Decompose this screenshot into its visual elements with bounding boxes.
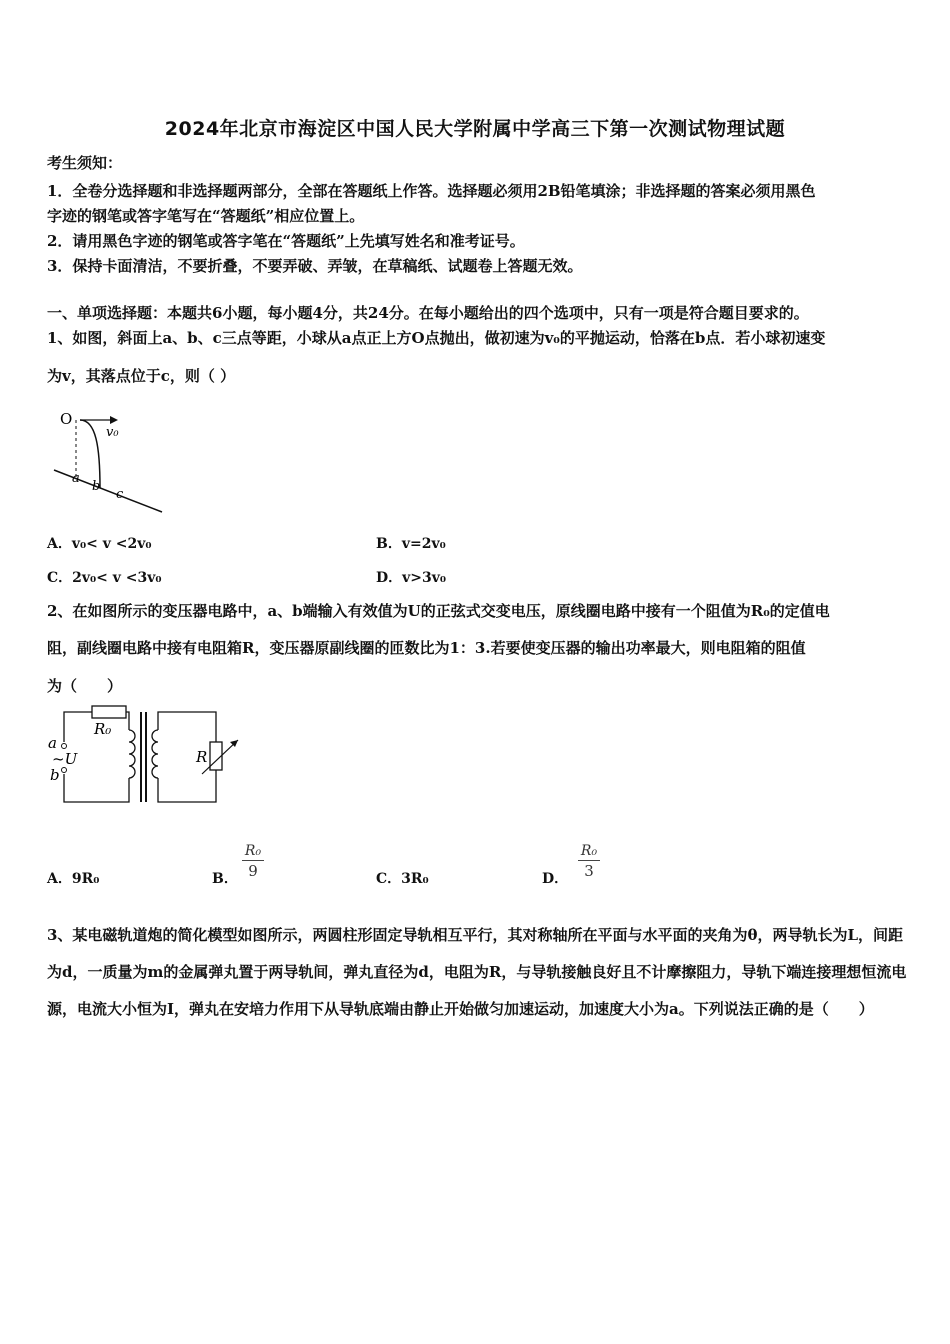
q2-label-r0: R₀ <box>94 720 112 738</box>
q1-option-c[interactable]: C．2v₀< v <3v₀ <box>47 570 162 586</box>
q1-label-a: a <box>72 471 80 486</box>
q1-label-v0: v₀ <box>106 425 119 440</box>
notice-item-2: 2．请用黑色字迹的钢笔或答字笔在“答题纸”上先填写姓名和准考证号。 <box>47 232 525 250</box>
q2-option-d-denominator: 3 <box>584 862 594 880</box>
q1-option-a[interactable]: A．v₀< v <2v₀ <box>47 536 152 552</box>
q2-stem-line1: 2、在如图所示的变压器电路中，a、b端输入有效值为U的正弦式交变电压，原线圈电路中接有一个阻值为R₀的定值电 <box>47 602 830 620</box>
q1-stem-line1: 1、如图，斜面上a、b、c三点等距，小球从a点正上方O点抛出，做初速为v₀的平抛运动，恰落在b点．若小球初速变 <box>47 329 826 347</box>
q2-option-b-numerator: R₀ <box>244 843 262 859</box>
fraction-bar <box>578 860 600 861</box>
q1-label-c: c <box>116 487 124 502</box>
notice-item-1: 1．全卷分选择题和非选择题两部分，全部在答题纸上作答。选择题必须用2B铅笔填涂；非选择题的答案必须用黑色 <box>47 182 816 200</box>
q2-transformer-circuit <box>44 702 248 806</box>
q2-option-d-fraction <box>578 843 600 880</box>
q2-label-u: ~U <box>52 750 78 768</box>
q1-option-b[interactable]: B．v=2v₀ <box>376 536 446 552</box>
q2-label-a: a <box>48 734 57 752</box>
q1-projectile-figure <box>50 402 170 520</box>
q3-stem: 3、某电磁轨道炮的简化模型如图所示，两圆柱形固定导轨相互平行，其对称轴所在平面与水平面的夹角为θ，两导轨长为L，间距为d，一质量为m的金属弹丸置于两导轨间，弹丸直径为d，电阻为R，与导轨接触良好且不计摩擦阻力，导轨下端连接理想恒流电源，电流大小恒为I，弹丸在安培力作用下从导轨底端由静止开始做匀加速运动，加速度大小为a。下列说法正确的是（ ） <box>47 926 907 1018</box>
section-heading: 一、单项选择题：本题共6小题，每小题4分，共24分。在每小题给出的四个选项中，只有一项是符合题目要求的。 <box>47 304 809 322</box>
q2-label-b: b <box>50 766 60 784</box>
q2-option-a[interactable]: A．9R₀ <box>47 871 100 887</box>
q1-option-d[interactable]: D．v>3v₀ <box>376 570 447 586</box>
q2-label-r: R <box>196 748 208 766</box>
q1-label-b: b <box>92 479 101 494</box>
page-title: 2024年北京市海淀区中国人民大学附属中学高三下第一次测试物理试题 <box>164 118 786 140</box>
q1-stem-line2: 为v，其落点位于c，则（ ） <box>47 367 236 385</box>
q2-option-b-fraction <box>242 843 264 880</box>
notice-item-1-cont: 字迹的钢笔或答字笔写在“答题纸”相应位置上。 <box>47 207 365 225</box>
q2-option-b-denominator: 9 <box>248 862 258 880</box>
q2-option-d[interactable]: D． <box>542 871 569 887</box>
notice-item-3: 3．保持卡面清洁，不要折叠，不要弄破、弄皱，在草稿纸、试题卷上答题无效。 <box>47 257 583 275</box>
q2-stem-line3: 为（ ） <box>47 677 123 695</box>
notice-heading: 考生须知： <box>47 154 123 172</box>
q2-option-d-numerator: R₀ <box>580 843 598 859</box>
q1-label-o: O <box>60 410 73 428</box>
q2-stem-line2: 阻，副线圈电路中接有电阻箱R，变压器原副线圈的匝数比为1：3.若要使变压器的输出功率最大，则电阻箱的阻值 <box>47 639 806 657</box>
q2-option-b[interactable]: B． <box>212 871 238 887</box>
q2-option-c[interactable]: C．3R₀ <box>376 871 429 887</box>
fraction-bar <box>242 860 264 861</box>
